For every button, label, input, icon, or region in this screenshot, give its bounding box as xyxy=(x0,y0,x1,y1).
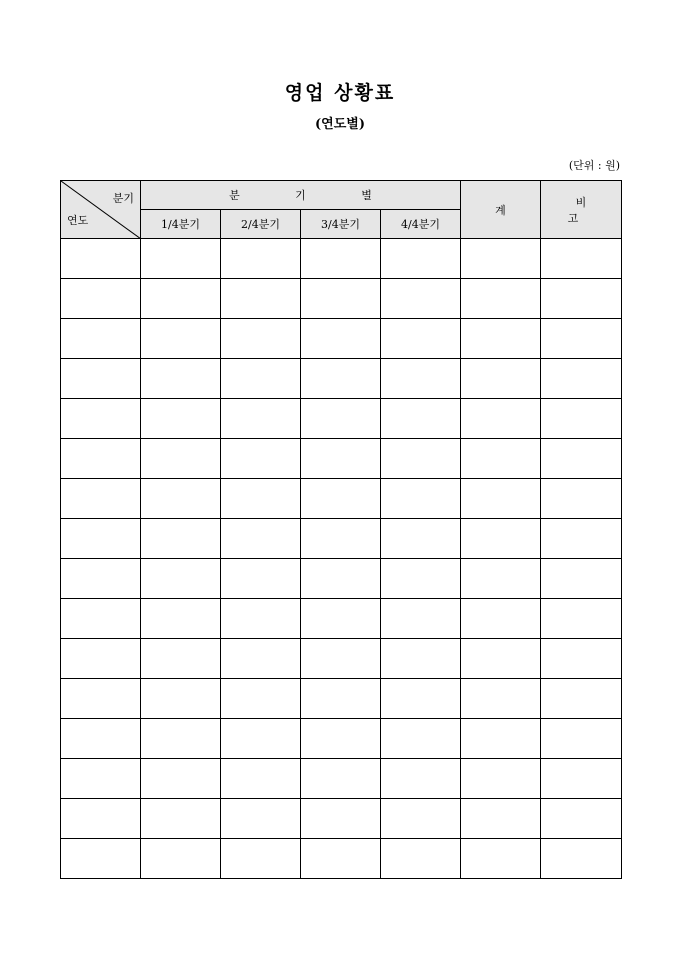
sales-table xyxy=(60,180,622,879)
table-cell[interactable] xyxy=(301,799,381,839)
table-cell[interactable] xyxy=(541,599,622,639)
table-cell[interactable] xyxy=(61,839,141,879)
table-row xyxy=(61,599,622,639)
table-cell[interactable] xyxy=(221,319,301,359)
table-cell[interactable] xyxy=(141,359,221,399)
table-cell[interactable] xyxy=(221,359,301,399)
table-cell[interactable] xyxy=(541,399,622,439)
table-cell[interactable] xyxy=(541,279,622,319)
table-cell[interactable] xyxy=(381,759,461,799)
table-cell[interactable] xyxy=(141,519,221,559)
table-row xyxy=(61,439,622,479)
table-cell[interactable] xyxy=(541,639,622,679)
table-cell[interactable] xyxy=(381,679,461,719)
table-cell[interactable] xyxy=(301,679,381,719)
quarter-header-q3: 3/4분기 xyxy=(301,210,381,239)
table-cell[interactable] xyxy=(381,479,461,519)
table-cell[interactable] xyxy=(461,559,541,599)
table-cell[interactable] xyxy=(541,439,622,479)
table-cell[interactable] xyxy=(541,679,622,719)
table-cell[interactable] xyxy=(461,679,541,719)
total-header: 계 xyxy=(461,181,541,239)
table-row xyxy=(61,679,622,719)
table-cell[interactable] xyxy=(301,279,381,319)
table-cell[interactable] xyxy=(301,239,381,279)
table-cell[interactable] xyxy=(61,279,141,319)
table-cell[interactable] xyxy=(461,239,541,279)
table-cell[interactable] xyxy=(461,479,541,519)
document-title: 영업 상황표 xyxy=(284,82,396,104)
table-cell[interactable] xyxy=(141,719,221,759)
quarter-group-header: 분 기 별 xyxy=(141,181,461,210)
table-cell[interactable] xyxy=(61,359,141,399)
corner-quarter-label: 분기 xyxy=(112,192,134,205)
table-cell[interactable] xyxy=(221,439,301,479)
table-cell[interactable] xyxy=(381,239,461,279)
table-cell[interactable] xyxy=(461,279,541,319)
table-row xyxy=(61,279,622,319)
table-cell[interactable] xyxy=(61,799,141,839)
table-row xyxy=(61,839,622,879)
table-cell[interactable] xyxy=(541,359,622,399)
quarter-header-q1: 1/4분기 xyxy=(141,210,221,239)
quarter-header-q4: 4/4분기 xyxy=(381,210,461,239)
table-body xyxy=(61,239,622,879)
table-cell[interactable] xyxy=(61,439,141,479)
table-cell[interactable] xyxy=(301,479,381,519)
table-cell[interactable] xyxy=(61,679,141,719)
table-cell[interactable] xyxy=(541,719,622,759)
table-cell[interactable] xyxy=(221,839,301,879)
table-cell[interactable] xyxy=(141,399,221,439)
table-cell[interactable] xyxy=(461,399,541,439)
table-cell[interactable] xyxy=(461,359,541,399)
table-cell[interactable] xyxy=(381,639,461,679)
quarter-header-q2: 2/4분기 xyxy=(221,210,301,239)
table-cell[interactable] xyxy=(301,359,381,399)
table-cell[interactable] xyxy=(381,519,461,559)
table-cell[interactable] xyxy=(221,719,301,759)
table-cell[interactable] xyxy=(301,559,381,599)
table-cell[interactable] xyxy=(61,639,141,679)
table-cell[interactable] xyxy=(141,799,221,839)
table-cell[interactable] xyxy=(461,519,541,559)
table-cell[interactable] xyxy=(141,319,221,359)
table-cell[interactable] xyxy=(461,719,541,759)
table-cell[interactable] xyxy=(461,839,541,879)
table-cell[interactable] xyxy=(541,239,622,279)
table-cell[interactable] xyxy=(221,599,301,639)
table-cell[interactable] xyxy=(221,679,301,719)
table-cell[interactable] xyxy=(301,839,381,879)
table-cell[interactable] xyxy=(221,639,301,679)
corner-header-cell xyxy=(61,181,141,239)
table-cell[interactable] xyxy=(301,319,381,359)
table-cell[interactable] xyxy=(381,359,461,399)
table-cell[interactable] xyxy=(541,319,622,359)
table-cell[interactable] xyxy=(461,759,541,799)
table-cell[interactable] xyxy=(301,639,381,679)
document-subtitle: (연도별) xyxy=(315,117,365,132)
table-cell[interactable] xyxy=(301,519,381,559)
table-cell[interactable] xyxy=(541,759,622,799)
table-cell[interactable] xyxy=(141,639,221,679)
table-cell[interactable] xyxy=(61,319,141,359)
table-cell[interactable] xyxy=(541,479,622,519)
table-cell[interactable] xyxy=(301,759,381,799)
table-cell[interactable] xyxy=(141,279,221,319)
table-cell[interactable] xyxy=(301,599,381,639)
table-row xyxy=(61,799,622,839)
table-row xyxy=(61,759,622,799)
table-cell[interactable] xyxy=(461,599,541,639)
table-cell[interactable] xyxy=(381,559,461,599)
table-cell[interactable] xyxy=(221,479,301,519)
table-cell[interactable] xyxy=(541,839,622,879)
table-cell[interactable] xyxy=(381,399,461,439)
table-cell[interactable] xyxy=(301,399,381,439)
table-cell[interactable] xyxy=(61,599,141,639)
table-cell[interactable] xyxy=(221,799,301,839)
table-cell[interactable] xyxy=(381,319,461,359)
corner-year-label: 연도 xyxy=(67,214,89,227)
table-row xyxy=(61,359,622,399)
table-cell[interactable] xyxy=(141,759,221,799)
table-cell[interactable] xyxy=(61,479,141,519)
table-cell[interactable] xyxy=(61,559,141,599)
remarks-header: 비 고 xyxy=(541,181,622,239)
table-cell[interactable] xyxy=(541,799,622,839)
table-cell[interactable] xyxy=(221,559,301,599)
table-cell[interactable] xyxy=(301,719,381,759)
table-cell[interactable] xyxy=(61,719,141,759)
table-row xyxy=(61,399,622,439)
table-cell[interactable] xyxy=(221,239,301,279)
table-cell[interactable] xyxy=(381,839,461,879)
table-cell[interactable] xyxy=(141,599,221,639)
table-row xyxy=(61,239,622,279)
table-cell[interactable] xyxy=(141,679,221,719)
table-cell[interactable] xyxy=(221,279,301,319)
table-cell[interactable] xyxy=(381,279,461,319)
table-cell[interactable] xyxy=(61,519,141,559)
table-row xyxy=(61,559,622,599)
table-cell[interactable] xyxy=(141,239,221,279)
table-cell[interactable] xyxy=(221,399,301,439)
table-cell[interactable] xyxy=(541,519,622,559)
table-cell[interactable] xyxy=(381,719,461,759)
table-cell[interactable] xyxy=(141,559,221,599)
table-cell[interactable] xyxy=(61,399,141,439)
table-row xyxy=(61,519,622,559)
table-cell[interactable] xyxy=(381,799,461,839)
table-cell[interactable] xyxy=(221,519,301,559)
unit-label: (단위 : 원) xyxy=(568,159,620,172)
table-cell[interactable] xyxy=(461,639,541,679)
table-cell[interactable] xyxy=(381,439,461,479)
table-row xyxy=(61,319,622,359)
table-cell[interactable] xyxy=(221,759,301,799)
table-cell[interactable] xyxy=(141,439,221,479)
table-row xyxy=(61,639,622,679)
table-row xyxy=(61,479,622,519)
table-cell[interactable] xyxy=(141,479,221,519)
table-cell[interactable] xyxy=(541,559,622,599)
table-cell[interactable] xyxy=(461,439,541,479)
table-cell[interactable] xyxy=(461,319,541,359)
table-cell[interactable] xyxy=(301,439,381,479)
table-cell[interactable] xyxy=(461,799,541,839)
table-row xyxy=(61,719,622,759)
table-cell[interactable] xyxy=(381,599,461,639)
table-cell[interactable] xyxy=(141,839,221,879)
table-cell[interactable] xyxy=(61,759,141,799)
table-cell[interactable] xyxy=(61,239,141,279)
